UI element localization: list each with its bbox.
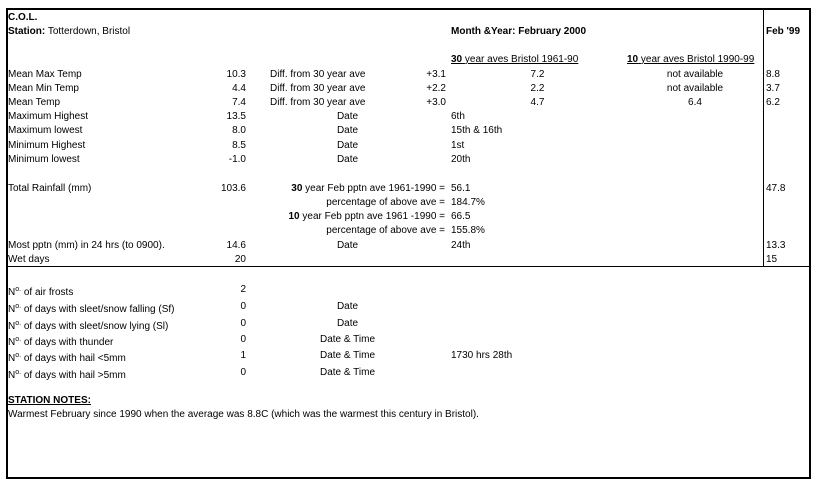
count-value: 0 xyxy=(240,301,246,312)
count-value: 2 xyxy=(240,284,246,295)
count-label: $N^{o.}$ of days with thunder xyxy=(8,336,114,348)
row-prev: 6.2 xyxy=(766,97,780,108)
row-ave30: 7.2 xyxy=(530,69,545,80)
row-value: 10.3 xyxy=(226,69,246,80)
rainfall-line2: percentage of above ave = xyxy=(326,197,445,208)
row-value: 7.4 xyxy=(232,97,246,108)
row-mid: Date xyxy=(336,154,359,165)
rainfall-line4-value: 155.8% xyxy=(451,225,485,236)
row-label: Maximum Highest xyxy=(8,111,89,122)
row-prev: 8.8 xyxy=(766,69,780,80)
rainfall-line3: 10 year Feb pptn ave 1961 -1990 = xyxy=(288,211,445,222)
row-label: Minimum lowest xyxy=(8,154,80,165)
count-mid: Date & Time xyxy=(319,334,376,345)
org-name: C.O.L. xyxy=(8,12,38,23)
row-diff: +3.1 xyxy=(426,69,446,80)
count-label: $N^{o.}$ of days with hail >5mm xyxy=(8,369,126,381)
station-notes-heading: STATION NOTES: xyxy=(8,395,91,406)
station-line: Station: Totterdown, Bristol xyxy=(8,26,131,37)
rainfall-prev: 47.8 xyxy=(766,183,786,194)
count-mid: Date & Time xyxy=(319,350,376,361)
row-value: -1.0 xyxy=(228,154,246,165)
row-mid: Date xyxy=(336,111,359,122)
rainfall-value: 103.6 xyxy=(220,183,246,194)
row-ave10: not available xyxy=(666,83,724,94)
count-value: 0 xyxy=(240,367,246,378)
row-ave10: not available xyxy=(666,69,724,80)
row-ave30: 4.7 xyxy=(530,97,545,108)
month-year: Month &Year: February 2000 xyxy=(451,26,587,37)
row-diff: +2.2 xyxy=(426,83,446,94)
row-label: Mean Temp xyxy=(8,97,61,108)
count-extra: 1730 hrs 28th xyxy=(451,350,513,361)
row-prev: 3.7 xyxy=(766,83,780,94)
column-divider xyxy=(763,8,764,266)
count-value: 0 xyxy=(240,334,246,345)
wet-days-prev: 15 xyxy=(766,254,778,265)
row-label: Mean Min Temp xyxy=(8,83,79,94)
wet-days-label: Wet days xyxy=(8,254,50,265)
rainfall-line3-value: 66.5 xyxy=(451,211,471,222)
most-pptn-date: 24th xyxy=(451,240,471,251)
row-ave10: 6.4 xyxy=(688,97,702,108)
count-label: $N^{o.}$ of days with hail <5mm xyxy=(8,352,126,364)
row-date: 1st xyxy=(451,140,465,151)
row-date: 15th & 16th xyxy=(451,125,503,136)
row-label: Maximum lowest xyxy=(8,125,83,136)
section-divider xyxy=(6,266,811,267)
most-pptn-value: 14.6 xyxy=(226,240,246,251)
count-label: $N^{o.}$ of air frosts xyxy=(8,286,74,298)
row-date: 20th xyxy=(451,154,471,165)
station-notes-text: Warmest February since 1990 when the average was 8.8C (which was the warmest this century in Bristol). xyxy=(8,409,479,420)
most-pptn-prev: 13.3 xyxy=(766,240,786,251)
count-mid: Date xyxy=(336,318,359,329)
row-label: Mean Max Temp xyxy=(8,69,82,80)
row-label: Minimum Highest xyxy=(8,140,86,151)
count-value: 1 xyxy=(240,350,246,361)
ave30-heading: 30 year aves Bristol 1961-90 xyxy=(451,54,579,65)
wet-days-value: 20 xyxy=(234,254,246,265)
rainfall-line2-value: 184.7% xyxy=(451,197,485,208)
most-pptn-label: Most pptn (mm) in 24 hrs (to 0900). xyxy=(8,240,165,251)
row-value: 13.5 xyxy=(226,111,246,122)
prev-year-heading: Feb '99 xyxy=(766,26,801,37)
row-value: 8.5 xyxy=(232,140,246,151)
row-ave30: 2.2 xyxy=(530,83,545,94)
rainfall-line4: percentage of above ave = xyxy=(326,225,445,236)
row-date: 6th xyxy=(451,111,465,122)
row-mid: Date xyxy=(336,125,359,136)
row-mid: Date xyxy=(336,140,359,151)
row-value: 4.4 xyxy=(232,83,246,94)
count-label: $N^{o.}$ of days with sleet/snow falling (Sf) xyxy=(8,303,175,315)
row-value: 8.0 xyxy=(232,125,246,136)
rainfall-line1: 30 year Feb pptn ave 1961-1990 = xyxy=(291,183,445,194)
row-mid: Diff. from 30 year ave xyxy=(270,97,366,108)
count-label: $N^{o.}$ of days with sleet/snow lying (Sl) xyxy=(8,320,169,332)
row-mid: Diff. from 30 year ave xyxy=(270,69,366,80)
row-diff: +3.0 xyxy=(426,97,446,108)
count-mid: Date & Time xyxy=(319,367,376,378)
ave10-heading: 10 year aves Bristol 1990-99 xyxy=(627,54,755,65)
rainfall-label: Total Rainfall (mm) xyxy=(8,183,92,194)
count-mid: Date xyxy=(336,301,359,312)
count-value: 0 xyxy=(240,318,246,329)
row-mid: Diff. from 30 year ave xyxy=(270,83,366,94)
rainfall-line1-value: 56.1 xyxy=(451,183,471,194)
most-pptn-mid: Date xyxy=(336,240,359,251)
